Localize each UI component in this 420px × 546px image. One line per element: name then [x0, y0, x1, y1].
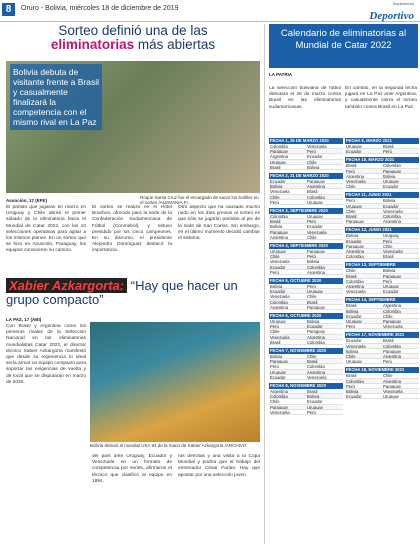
home-team: Chile: [270, 399, 280, 404]
article1-col2: El sorteo se realizó en el Hotel Bourbon, ofrecido para la sede de la Confederación Sudamericana de Fútbol (Conmebol), y estuvo presidido por los cinco campeones. En su discurso, el presidente Alejandro Domínguez destacó la importancia.: [92, 205, 172, 254]
headline-part-a: Sorteo definió una de las: [58, 23, 208, 38]
away-team: Colombia: [383, 343, 401, 348]
fixture-date: FECHA 18, NOVIEMBRE 2021: [345, 367, 419, 373]
home-team: Ecuador: [270, 289, 286, 294]
away-team: Venezuela: [307, 374, 327, 379]
home-team: Bolivia: [270, 224, 283, 229]
home-team: Paraguay: [270, 229, 288, 234]
away-team: Perú: [383, 238, 392, 243]
fixture-table: [269, 173, 343, 205]
away-team: Colombia: [307, 339, 325, 344]
article2-caption: Bolivia debutó al mundial USA 94 de la mano de Xabier Azkargorta /ARCHIVO: [90, 443, 247, 448]
main-column: [6, 23, 260, 484]
home-team: Uruguay: [270, 319, 286, 324]
home-team: Venezuela: [346, 178, 366, 184]
fixture-row: [269, 200, 343, 205]
sidebar-intro-b: En cambio, en la segunda fecha jugará en La Paz ante Argentina, y casualmente cierra el torneo también contra Brasil en La Paz.: [345, 86, 417, 110]
fixture-row: [345, 254, 419, 259]
home-team: Ecuador: [346, 338, 362, 343]
away-team: Ecuador: [307, 324, 323, 329]
home-team: Bolivia: [270, 284, 283, 289]
fixture-date: FECHA 14, SEPTIEMBRE: [345, 297, 419, 303]
headline-part-b: más abiertas: [137, 37, 216, 52]
logo-supplement: Suplemento: [392, 1, 414, 6]
home-team: Brasil: [270, 164, 281, 169]
home-team: Brasil: [346, 273, 357, 278]
home-team: Chile: [346, 268, 356, 273]
home-team: Colombia: [270, 144, 288, 149]
home-team: Chile: [270, 329, 280, 334]
article2-col1: Con Brasil y Argentina como los primeros rivales de la Selección Nacional en las eliminatorias mundialistas Catar 2022, el director técnico Xabier Azkargorta manifestó que desde su experiencia lo ideal sería armar un equipo compacto para soportar las exigencias de vuelta y de local que se disputarán en marzo de 2020.: [6, 324, 86, 385]
away-team: Perú: [383, 278, 392, 283]
away-team: Ecuador: [307, 399, 323, 404]
fixture-table: [269, 313, 343, 345]
home-team: Ecuador: [346, 394, 362, 399]
fixture-table: [345, 367, 419, 399]
fixture-row: [269, 235, 343, 240]
home-team: Paraguay: [346, 219, 364, 224]
away-team: Perú: [307, 219, 316, 224]
fixture-table: [345, 262, 419, 294]
home-team: Colombia: [270, 394, 288, 399]
fixture-row: [345, 289, 419, 294]
article2-headline: [6, 279, 260, 307]
away-team: Chile: [307, 294, 317, 299]
away-team: Uruguay: [307, 404, 323, 409]
home-team: Paraguay: [270, 149, 288, 154]
fixture-date: FECHA 12, JUNIO 2021: [345, 227, 419, 233]
away-team: Paraguay: [307, 249, 325, 254]
home-team: Paraguay: [270, 404, 288, 409]
away-team: Bolivia: [307, 394, 320, 399]
fixture-date: FECHA 8, NOVIEMBRE 2020: [269, 383, 343, 389]
home-team: Argentina: [270, 304, 288, 309]
away-team: Ecuador: [307, 154, 323, 159]
home-team: Uruguay: [270, 249, 286, 254]
away-team: Argentina: [383, 219, 401, 224]
fixture-table: [345, 227, 419, 259]
home-team: Venezuela: [270, 409, 290, 414]
home-team: Perú: [346, 198, 355, 203]
fixture-row: [269, 375, 343, 380]
fixture-table: [269, 138, 343, 170]
away-team: Perú: [307, 409, 316, 414]
home-team: Chile: [346, 184, 356, 189]
home-team: Chile: [270, 194, 280, 199]
fixture-table: [269, 208, 343, 240]
home-team: Uruguay: [346, 359, 362, 364]
fixture-row: [345, 219, 419, 224]
away-team: Chile: [307, 354, 317, 359]
home-team: Argentina: [346, 173, 364, 178]
article2-photo: [90, 322, 260, 442]
home-team: Chile: [346, 208, 356, 213]
away-team: Uruguay: [307, 289, 323, 294]
away-team: Perú: [307, 254, 316, 259]
home-team: Uruguay: [346, 144, 362, 149]
fixture-table: [345, 332, 419, 364]
home-team: Venezuela: [270, 294, 290, 299]
home-team: Brasil: [346, 163, 357, 168]
headline-quote: “Hay que hacer un grupo compacto”: [6, 278, 238, 307]
home-team: Brasil: [346, 303, 357, 308]
sidebar-intro-a: La selección boliviana de fútbol debutará el 26 de marzo contra Brasil en las eliminatorias sudamericanas.: [269, 86, 341, 110]
away-team: Bolivia: [307, 259, 320, 264]
home-team: Colombia: [270, 299, 288, 304]
home-team: Argentina: [270, 389, 288, 394]
away-team: Ecuador: [383, 203, 399, 208]
home-team: Argentina: [270, 154, 288, 159]
fixture-row: [269, 270, 343, 275]
away-team: Colombia: [307, 194, 325, 199]
home-team: Perú: [270, 269, 279, 274]
fixture-date: FECHA 7, NOVIEMBRE 2020: [269, 348, 343, 354]
away-team: Argentina: [383, 303, 401, 308]
away-team: Paraguay: [383, 273, 401, 278]
home-team: Brasil: [270, 219, 281, 224]
fixture-date: FECHA 13, SEPTIEMBRE: [345, 262, 419, 268]
away-team: Ecuador: [383, 289, 399, 294]
away-team: Uruguay: [383, 233, 399, 238]
away-team: Brasil: [383, 144, 394, 149]
away-team: Brasil: [307, 389, 318, 394]
away-team: Brasil: [383, 254, 394, 259]
away-team: Bolivia: [307, 164, 320, 169]
headline-highlight: eliminatorias: [50, 37, 135, 52]
away-team: Colombia: [307, 364, 325, 369]
away-team: Uruguay: [307, 214, 323, 219]
fixture-row: [269, 410, 343, 415]
article2-col3: ras derrotas y una visita a la Copa Mundial y podría que el trabajo del entrenador César Farías. Hay que apostar por una selección joven.: [178, 454, 260, 478]
article1-overlay-text: Bolivia debuta de visitante frente a Brasil y casualmente finalizará la competencia con el mismo rival en La Paz: [10, 64, 102, 130]
away-team: Chile: [383, 313, 393, 318]
fixture-row: [345, 149, 419, 154]
home-team: Uruguay: [346, 318, 362, 324]
away-team: Colombia: [383, 163, 401, 168]
fixture-table: [269, 278, 343, 310]
home-team: Argentina: [346, 283, 364, 289]
dateline: Oruro - Bolivia, miércoles 18 de diciembre de 2019: [21, 5, 179, 12]
sidebar-source: LA PATRIA: [269, 72, 293, 77]
home-team: Uruguay: [270, 159, 286, 164]
away-team: Venezuela: [383, 248, 403, 254]
fixture-row: [345, 324, 419, 329]
away-team: Uruguay: [383, 394, 399, 399]
fixture-row: [345, 359, 419, 364]
fixture-date: FECHA 6, OCTUBRE 2020: [269, 313, 343, 319]
home-team: Ecuador: [270, 264, 286, 269]
home-team: Uruguay: [270, 369, 286, 374]
home-team: Argentina: [270, 234, 288, 239]
away-team: Ecuador: [307, 224, 323, 229]
away-team: Chile: [383, 243, 393, 248]
home-team: Bolivia: [270, 184, 283, 189]
home-team: Venezuela: [270, 334, 290, 339]
article1-col1: El partido que jugarán en marzo en Uruguay y Chile abrirá el primer sábado de la eliminatoria hacia el Mundial de Catar 2022, con las 10 selecciones operativas para agitar a los mismos planes. En un sorteo que se hizo en Asunción, Paraguay, los equipos conocieron su camino.: [6, 205, 86, 254]
away-team: Paraguay: [383, 383, 401, 388]
article1-photo: [6, 61, 260, 193]
home-team: Ecuador: [346, 149, 362, 154]
fixture-date: FECHA 4, SEPTIEMBRE 2020: [269, 243, 343, 249]
home-team: Uruguay: [346, 203, 362, 208]
home-team: Perú: [270, 324, 279, 329]
fixture-row: [269, 305, 343, 310]
fixture-date: FECHA 11, JUNIO 2021: [345, 192, 419, 198]
home-team: Ecuador: [270, 179, 286, 184]
away-team: Argentina: [307, 334, 325, 339]
away-team: Argentina: [383, 378, 401, 383]
away-team: Uruguay: [383, 178, 399, 184]
fixture-row: [269, 165, 343, 170]
home-team: Bolivia: [346, 348, 359, 353]
home-team: Perú: [346, 383, 355, 388]
home-team: Venezuela: [346, 289, 366, 294]
home-team: Perú: [270, 199, 279, 204]
home-team: Brasil: [270, 339, 281, 344]
home-team: Paraguay: [270, 359, 288, 364]
away-team: Colombia: [383, 308, 401, 313]
away-team: Venezuela: [383, 324, 403, 329]
away-team: Brasil: [383, 338, 394, 343]
home-team: Venezuela: [346, 343, 366, 348]
away-team: Chile: [307, 159, 317, 164]
away-team: Paraguay: [383, 318, 401, 324]
away-team: Brasil: [307, 359, 318, 364]
away-team: Argentina: [383, 353, 401, 359]
fixture-table: [269, 243, 343, 275]
fixture-table: [269, 348, 343, 380]
fixture-table: [345, 297, 419, 329]
home-team: Paraguay: [346, 243, 364, 248]
away-team: Bolivia: [383, 198, 396, 203]
away-team: Venezuela: [307, 144, 327, 149]
article1-byline: Asunción, 17 (EFE): [6, 198, 48, 203]
home-team: Perú: [270, 364, 279, 369]
fixture-date: FECHA 10, MARZO 2021: [345, 157, 419, 163]
away-team: Argentina: [307, 269, 325, 274]
page-number: 8: [2, 3, 15, 16]
home-team: Colombia: [346, 378, 364, 383]
fixture-date: FECHA 9, MARZO 2021: [345, 138, 419, 144]
away-team: Uruguay: [383, 283, 399, 289]
away-team: Venezuela: [307, 229, 327, 234]
home-team: Colombia: [346, 278, 364, 283]
away-team: Perú: [307, 284, 316, 289]
fixture-date: FECHA 5, OCTUBRE 2020: [269, 278, 343, 284]
away-team: Perú: [383, 149, 392, 154]
home-team: Brasil: [346, 213, 357, 219]
away-team: Argentina: [307, 369, 325, 374]
home-team: Perú: [346, 168, 355, 173]
away-team: Colombia: [307, 264, 325, 269]
home-team: Brasil: [346, 373, 357, 378]
fixture-date: FECHA 17, NOVIEMBRE 2021: [345, 332, 419, 338]
home-team: Venezuela: [270, 259, 290, 264]
fixture-table: [345, 192, 419, 224]
fixture-date: FECHA 1, 26 DE MARZO 2020: [269, 138, 343, 144]
away-team: Bolivia: [383, 268, 396, 273]
home-team: Bolivia: [346, 308, 359, 313]
away-team: Argentina: [307, 184, 325, 189]
fixture-date: FECHA 3, SEPTIEMBRE 2020: [269, 208, 343, 214]
home-team: Bolivia: [346, 233, 359, 238]
headline-prefix: Xabier Azkargorta:: [6, 278, 127, 293]
home-team: Ecuador: [346, 313, 362, 318]
fixture-table: [345, 157, 419, 189]
article1-caption: Roque Santa Cruz fue el encargado de sacar los bolillos en el sorteo /ALEMANIA.FI: [140, 195, 259, 205]
home-team: Venezuela: [270, 189, 290, 194]
away-team: Bolivia: [307, 319, 320, 324]
away-team: Chile: [383, 373, 393, 378]
home-team: Ecuador: [346, 238, 362, 243]
fixture-row: [269, 340, 343, 345]
away-team: Perú: [383, 359, 392, 364]
home-team: Argentina: [346, 248, 364, 254]
sidebar-title: Calendario de eliminatorias al Mundial de Catar 2022: [269, 24, 418, 68]
away-team: Chile: [307, 234, 317, 239]
away-team: Perú: [307, 149, 316, 154]
home-team: Bolivia: [346, 388, 359, 394]
away-team: Venezuela: [383, 208, 403, 213]
article2-byline: LA PAZ, 17 (ABI): [6, 317, 42, 322]
away-team: Paraguay: [383, 168, 401, 173]
home-team: Chile: [270, 254, 280, 259]
fixture-date: FECHA 2, 31 DE MARZO 2020: [269, 173, 343, 179]
away-team: Colombia: [383, 213, 401, 219]
home-team: Ecuador: [270, 374, 286, 379]
calendar-sidebar: [264, 24, 418, 544]
logo-name: Deportivo: [369, 10, 414, 22]
home-team: Perú: [346, 324, 355, 329]
article1-col3: Otro aspecto que ha causado mucho ruido en los días previos al sorteo es que sólo se jugarán partidos al pie de la sede de San Carlos. Sin embargo, en el último momento decidió cambiar el sistema.: [178, 205, 260, 242]
away-team: Bolivia: [383, 173, 396, 178]
away-team: Ecuador: [383, 184, 399, 189]
article2-col2: del país ante Uruguay, Ecuador y Venezuela en un formato de competencia por series, afirmaron el técnico que clasificó al equipo en 1994.: [92, 454, 172, 484]
home-team: Bolivia: [270, 354, 283, 359]
away-team: Brasil: [307, 189, 318, 194]
away-team: Paraguay: [383, 348, 401, 353]
article1-headline: [6, 24, 260, 52]
away-team: Brasil: [307, 299, 318, 304]
home-team: Chile: [346, 353, 356, 359]
home-team: Colombia: [270, 214, 288, 219]
away-team: Venezuela: [383, 388, 403, 394]
fixture-row: [345, 184, 419, 189]
away-team: Paraguay: [307, 179, 325, 184]
away-team: Uruguay: [307, 199, 323, 204]
away-team: Paraguay: [307, 329, 325, 334]
away-team: Paraguay: [307, 304, 325, 309]
fixture-row: [345, 394, 419, 399]
fixture-table: [345, 138, 419, 154]
home-team: Colombia: [346, 254, 364, 259]
page-header: [0, 0, 420, 22]
fixture-table: [269, 383, 343, 415]
